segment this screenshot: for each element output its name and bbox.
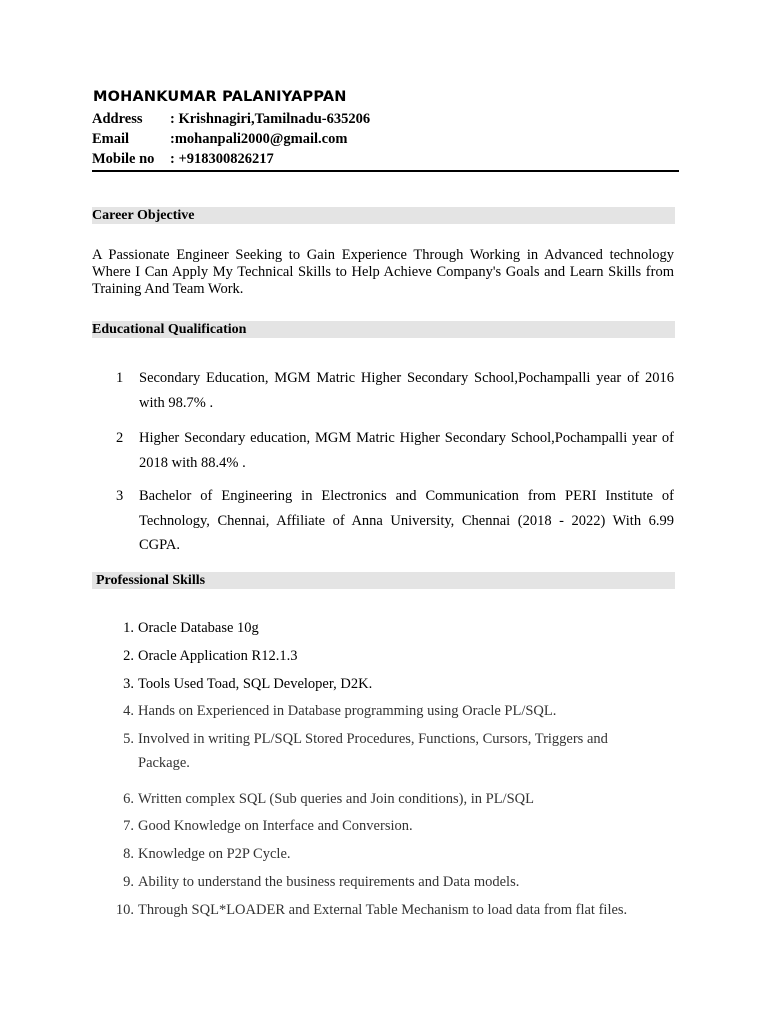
skill-item bbox=[92, 870, 674, 894]
contact-mobile bbox=[92, 150, 274, 168]
education-item bbox=[92, 484, 674, 558]
list-number: 5. bbox=[123, 731, 134, 747]
education-text: Higher Secondary education, MGM Matric Higher Secondary School,Pochampalli year of 2018 with 88.4% . bbox=[139, 430, 674, 471]
section-heading-professional-skills: Professional Skills bbox=[92, 572, 675, 589]
list-number: 9. bbox=[123, 874, 134, 890]
skill-text: Hands on Experienced in Database programming using Oracle PL/SQL. bbox=[138, 703, 557, 719]
skill-text: Involved in writing PL/SQL Stored Procedures, Functions, Cursors, Triggers and Package. bbox=[138, 731, 608, 771]
skill-text: Tools Used Toad, SQL Developer, D2K. bbox=[138, 676, 373, 692]
list-number: 3. bbox=[123, 676, 134, 692]
list-number: 1 bbox=[116, 370, 124, 386]
skill-item bbox=[92, 727, 652, 775]
contact-address bbox=[92, 110, 370, 128]
contact-label: Address bbox=[92, 111, 143, 127]
list-number: 6. bbox=[123, 791, 134, 807]
career-objective-text: A Passionate Engineer Seeking to Gain Experience Through Working in Advanced technology Where I Can Apply My Technical Skills to Help Achieve Company's Goals and Learn Skills from Training And Team Work. bbox=[92, 247, 674, 297]
skill-item bbox=[92, 814, 674, 838]
skill-text: Good Knowledge on Interface and Conversion. bbox=[138, 818, 413, 834]
skill-text: Oracle Application R12.1.3 bbox=[138, 648, 298, 664]
contact-value: : +918300826217 bbox=[170, 151, 274, 167]
candidate-name: MOHANKUMAR PALANIYAPPAN bbox=[93, 89, 347, 105]
contact-label: Email bbox=[92, 131, 130, 147]
list-number: 3 bbox=[116, 488, 124, 504]
list-number: 7. bbox=[123, 818, 134, 834]
skill-text: Knowledge on P2P Cycle. bbox=[138, 846, 291, 862]
contact-value: :mohanpali2000@gmail.com bbox=[170, 131, 348, 147]
skill-text: Ability to understand the business requirements and Data models. bbox=[138, 874, 520, 890]
skill-text: Through SQL*LOADER and External Table Mechanism to load data from flat files. bbox=[138, 902, 628, 918]
section-heading-education: Educational Qualification bbox=[92, 321, 675, 338]
education-item bbox=[92, 426, 674, 475]
header-divider bbox=[92, 170, 679, 172]
contact-label: Mobile no bbox=[92, 151, 155, 167]
list-number: 10. bbox=[115, 902, 134, 918]
list-number: 8. bbox=[123, 846, 134, 862]
skill-item bbox=[92, 672, 674, 696]
section-heading-career-objective: Career Objective bbox=[92, 207, 675, 224]
list-number: 4. bbox=[123, 703, 134, 719]
contact-email bbox=[92, 130, 347, 148]
skill-item bbox=[92, 898, 692, 922]
contact-value: : Krishnagiri,Tamilnadu-635206 bbox=[170, 111, 371, 127]
education-item bbox=[92, 366, 674, 415]
skill-text: Oracle Database 10g bbox=[138, 620, 259, 636]
education-text: Bachelor of Engineering in Electronics and Communication from PERI Institute of Technology, Chennai, Affiliate of Anna University, Chennai (2018 - 2022) With 6.99 CGPA. bbox=[139, 488, 674, 553]
list-number: 2. bbox=[123, 648, 134, 664]
skill-item bbox=[92, 644, 674, 668]
education-text: Secondary Education, MGM Matric Higher Secondary School,Pochampalli year of 2016 with 98.7% . bbox=[139, 370, 674, 411]
list-number: 2 bbox=[116, 430, 124, 446]
skill-item bbox=[92, 699, 674, 723]
skill-item bbox=[92, 842, 674, 866]
skill-text: Written complex SQL (Sub queries and Join conditions), in PL/SQL bbox=[138, 791, 534, 807]
skill-item bbox=[92, 787, 674, 811]
skill-item bbox=[92, 616, 674, 640]
list-number: 1. bbox=[123, 620, 134, 636]
